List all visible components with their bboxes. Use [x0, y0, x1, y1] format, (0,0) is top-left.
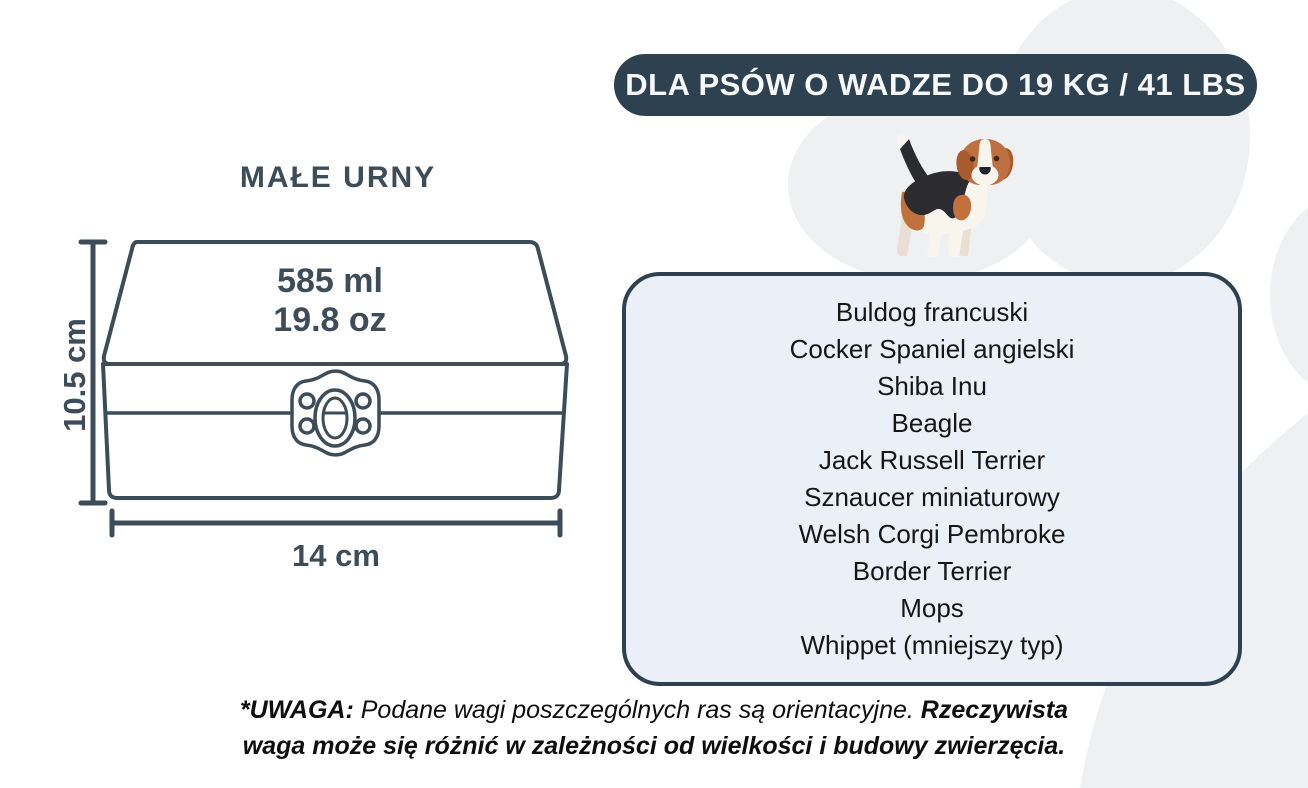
- urn-latch: [292, 371, 379, 455]
- breed-item: Jack Russell Terrier: [818, 445, 1046, 475]
- breed-item: Sznaucer miniaturowy: [804, 482, 1060, 512]
- breed-item: Shiba Inu: [877, 371, 987, 401]
- footnote-lead: *UWAGA:: [239, 696, 354, 724]
- footnote-regular: Podane wagi poszczególnych ras są orientacyjne.: [360, 696, 914, 724]
- paw-toe-shape: [994, 0, 1250, 284]
- breed-item: Beagle: [891, 408, 973, 438]
- volume-ml: 585 ml: [277, 262, 383, 300]
- breed-item: Border Terrier: [852, 556, 1012, 586]
- width-dimension-label: 14 cm: [292, 538, 380, 573]
- weight-banner-label: DLA PSÓW O WADZE DO 19 KG / 41 LBS: [625, 67, 1246, 102]
- beagle-dog-icon: [846, 128, 1018, 264]
- urn-volume: [210, 262, 450, 340]
- breed-item: Whippet (mniejszy typ): [800, 630, 1064, 660]
- breed-list-panel: [622, 272, 1242, 686]
- breed-item: Welsh Corgi Pembroke: [798, 519, 1066, 549]
- paw-toe-shape: [1270, 193, 1308, 397]
- footnote-bold: Rzeczywista waga może się różnić w zależności od wielkości i budowy zwierzęcia.: [242, 696, 1069, 760]
- height-dimension-label: 10.5 cm: [57, 318, 92, 432]
- breed-item: Buldog francuski: [835, 297, 1029, 327]
- footnote: [234, 692, 1074, 764]
- volume-oz: 19.8 oz: [273, 301, 387, 339]
- breed-item: Cocker Spaniel angielski: [789, 334, 1075, 364]
- beagle-illustration: [897, 135, 1016, 257]
- breed-item: Mops: [900, 593, 964, 623]
- urn-size-title: MAŁE URNY: [239, 161, 437, 194]
- weight-banner: [614, 54, 1257, 116]
- width-dimension-line: [112, 511, 560, 535]
